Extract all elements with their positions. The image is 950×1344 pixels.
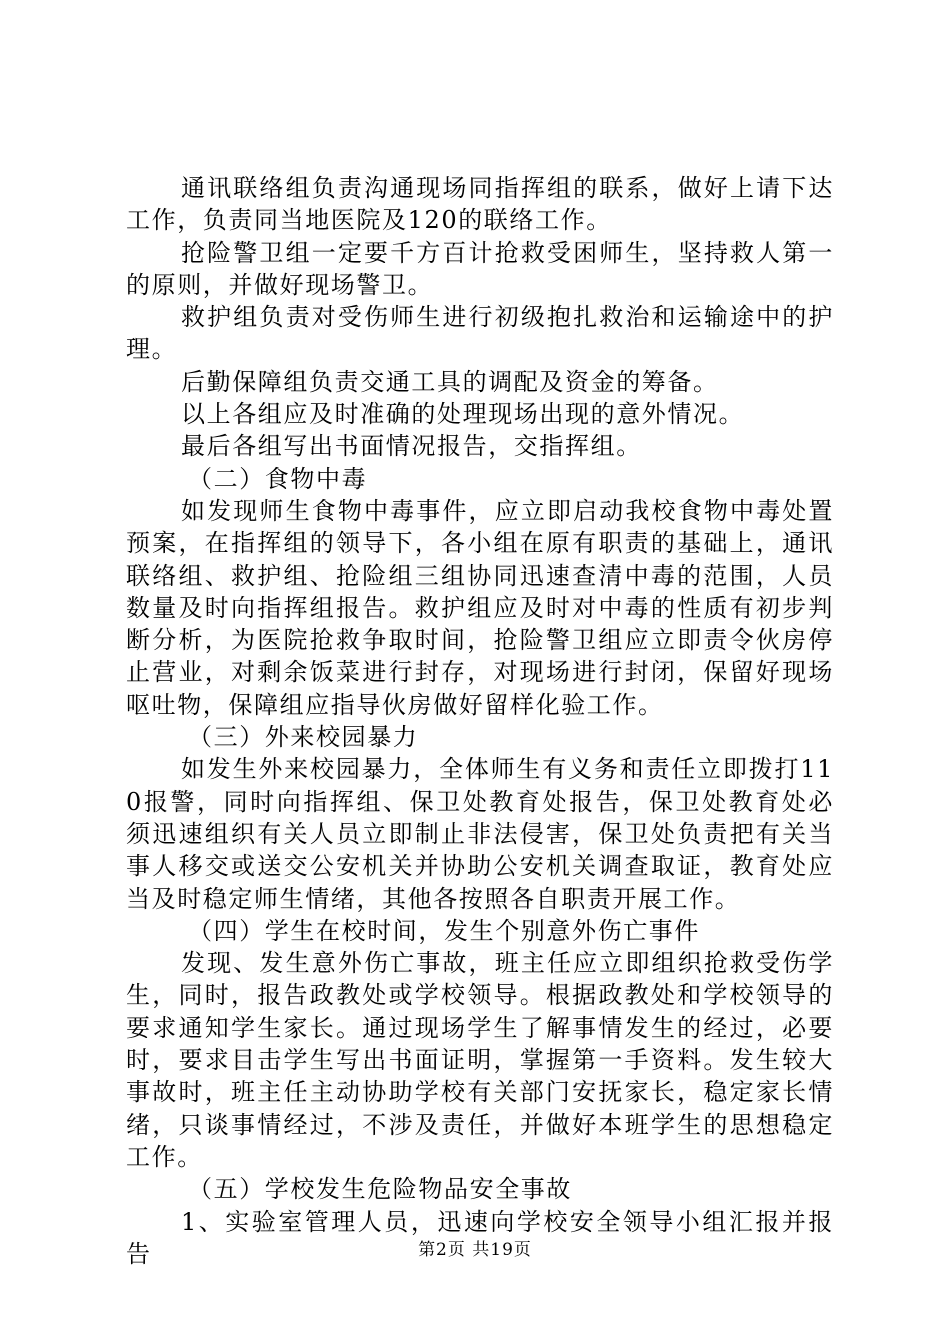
paragraph-medical-group: 救护组负责对受伤师生进行初级抱扎救治和运输途中的护理。 — [126, 303, 834, 364]
paragraph-campus-violence: 如发生外来校园暴力，全体师生有义务和责任立即拨打110报警，同时向指挥组、保卫处教育处报告，保卫处教育处必须迅速组织有关人员立即制止非法侵害，保卫处负责把有关当事人移交或送交公安机关并协助公安机关调查取证，教育处应当及时稳定师生情绪，其他各按照各自职责开展工作。 — [126, 755, 834, 913]
paragraph-logistics-group: 后勤保障组负责交通工具的调配及资金的筹备。 — [181, 367, 719, 396]
section-heading-food-poisoning: （二）食物中毒 — [188, 464, 368, 493]
paragraph-food-poisoning: 如发现师生食物中毒事件，应立即启动我校食物中毒处置预案，在指挥组的领导下，各小组在原有职责的基础上，通讯联络组、救护组、抢险组三组协同迅速查清中毒的范围，人员数量及时向指挥组报告。救护组应及时对中毒的性质有初步判断分析，为医院抢救争取时间，抢险警卫组应立即责令伙房停止营业，对剩余饭菜进行封存，对现场进行封闭，保留好现场呕吐物，保障组应指导伙房做好留样化验工作。 — [126, 496, 834, 719]
paragraph-communication-group: 通讯联络组负责沟通现场同指挥组的联系，做好上请下达工作，负责同当地医院及120的联络工作。 — [126, 174, 834, 235]
paragraph-rescue-guard-group: 抢险警卫组一定要千方百计抢救受困师生，坚持救人第一的原则，并做好现场警卫。 — [126, 238, 834, 299]
page-number-footer: 第2页 共19页 — [418, 1240, 532, 1260]
section-heading-hazardous-materials: （五）学校发生危险物品安全事故 — [188, 1175, 572, 1204]
paragraph-lab-staff: 1、实验室管理人员，迅速向学校安全领导小组汇报并报告 — [126, 1207, 834, 1268]
paragraph-written-report: 最后各组写出书面情况报告，交指挥组。 — [181, 432, 642, 461]
paragraph-student-accident: 发现、发生意外伤亡事故，班主任应立即组织抢救受伤学生，同时，报告政教处或学校领导。根据政教处和学校领导的要求通知学生家长。通过现场学生了解事情发生的经过，必要时，要求目击学生写出书面证明，掌握第一手资料。发生较大事故时，班主任主动协助学校有关部门安抚家长，稳定家长情绪，只谈事情经过，不涉及责任，并做好本班学生的思想稳定工作。 — [126, 949, 834, 1171]
paragraph-all-groups: 以上各组应及时准确的处理现场出现的意外情况。 — [181, 400, 745, 429]
section-heading-campus-violence: （三）外来校园暴力 — [188, 723, 419, 752]
section-heading-student-accident: （四）学生在校时间，发生个别意外伤亡事件 — [188, 916, 700, 945]
document-body — [126, 172, 834, 1270]
